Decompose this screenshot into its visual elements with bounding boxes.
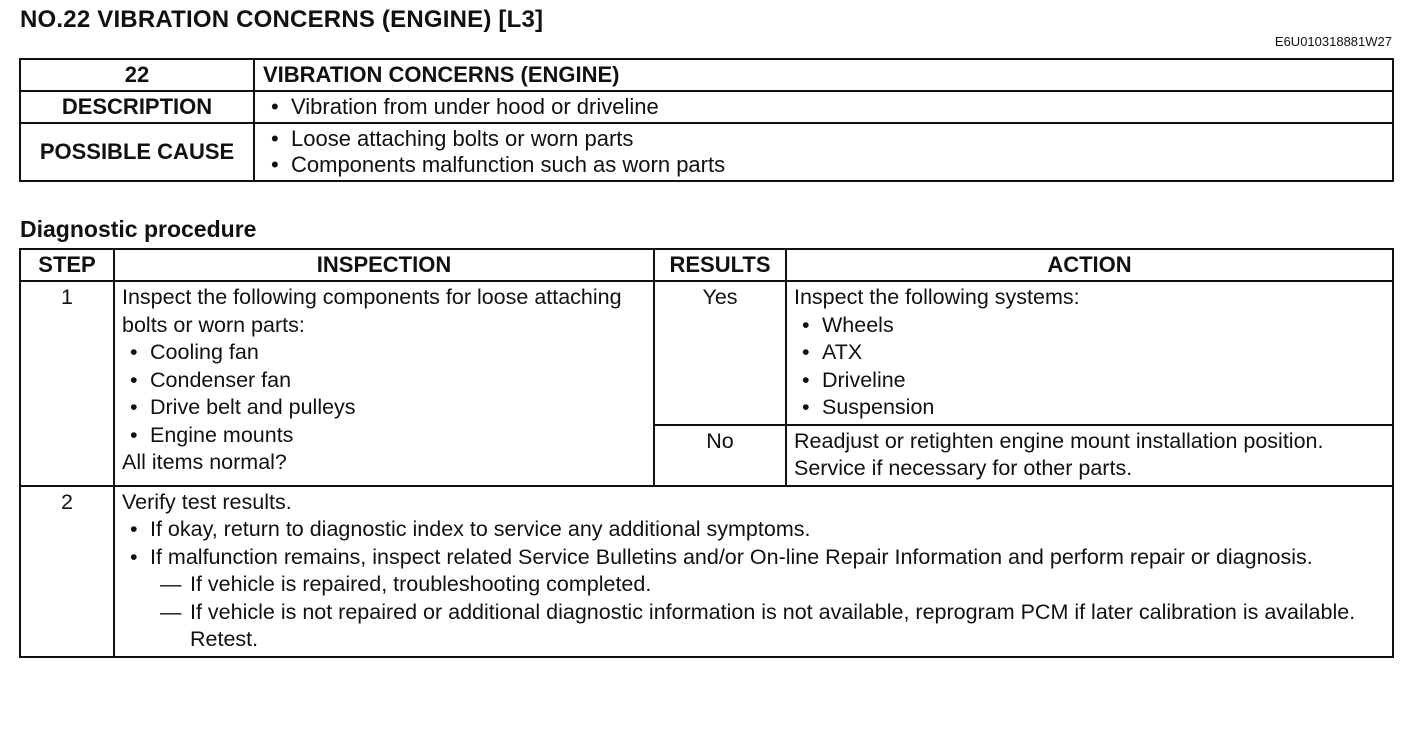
step1-action-no — [786, 425, 1393, 486]
summary-table — [19, 58, 1394, 182]
step1-inspection-list — [122, 339, 646, 449]
description-row — [20, 91, 1393, 123]
diagnostic-procedure-table — [19, 248, 1394, 658]
yes-action-list — [794, 312, 1385, 422]
description-list — [263, 94, 1384, 120]
step1-action-yes — [786, 281, 1393, 425]
symptom-heading: VIBRATION CONCERNS (ENGINE) — [254, 59, 1393, 91]
possible-cause-cell — [254, 123, 1393, 181]
procedure-header-row — [20, 249, 1393, 281]
description-cell — [254, 91, 1393, 123]
step2-bullet: • If malfunction remains, inspect related Service Bulletins and/or On-line Repair Information and perform repair or diagnosis. — [122, 544, 1385, 572]
step1-yes-row — [20, 281, 1393, 425]
section-title: Diagnostic procedure — [20, 216, 257, 242]
possible-cause-row — [20, 123, 1393, 181]
step1-result-yes: Yes — [654, 281, 786, 425]
step2-intro: Verify test results. — [122, 489, 292, 514]
possible-cause-item: • Components malfunction such as worn parts — [263, 152, 1384, 178]
action-item: • Suspension — [794, 394, 1385, 422]
step2-dash-list — [122, 571, 1385, 654]
action-item: • Driveline — [794, 367, 1385, 395]
step1-inspection — [114, 281, 654, 486]
step2-bullet: • If okay, return to diagnostic index to service any additional symptoms. — [122, 516, 1385, 544]
action-item: • ATX — [794, 339, 1385, 367]
inspection-item: • Condenser fan — [122, 367, 646, 395]
summary-header-row — [20, 59, 1393, 91]
header-results: RESULTS — [654, 249, 786, 281]
description-item: • Vibration from under hood or driveline — [263, 94, 1384, 120]
inspection-item: • Cooling fan — [122, 339, 646, 367]
description-label: DESCRIPTION — [20, 91, 254, 123]
document-code: E6U010318881W27 — [1274, 34, 1392, 49]
possible-cause-item: • Loose attaching bolts or worn parts — [263, 126, 1384, 152]
no-action-line: Service if necessary for other parts. — [794, 456, 1133, 480]
inspection-item: • Engine mounts — [122, 422, 646, 450]
yes-action-intro: Inspect the following systems: — [794, 285, 1080, 309]
possible-cause-label: POSSIBLE CAUSE — [20, 123, 254, 181]
step2-content — [114, 486, 1393, 657]
step2-row — [20, 486, 1393, 657]
possible-cause-list — [263, 126, 1384, 178]
step2-bullet-list — [122, 516, 1385, 571]
step2-dash-item: — If vehicle is not repaired or additional diagnostic information is not available, reprogram PCM if later calibration is available. Retest. — [160, 599, 1385, 654]
header-step: STEP — [20, 249, 114, 281]
step2-number: 2 — [20, 486, 114, 657]
step2-dash-item: — If vehicle is repaired, troubleshooting completed. — [160, 571, 1385, 599]
inspection-item: • Drive belt and pulleys — [122, 394, 646, 422]
step1-result-no: No — [654, 425, 786, 486]
symptom-number: 22 — [20, 59, 254, 91]
step1-inspection-question: All items normal? — [122, 450, 287, 474]
page-title: NO.22 VIBRATION CONCERNS (ENGINE) [L3] — [20, 6, 544, 33]
step1-inspection-intro: Inspect the following components for loose attaching bolts or worn parts: — [122, 285, 622, 337]
header-action: ACTION — [786, 249, 1393, 281]
no-action-line: Readjust or retighten engine mount installation position. — [794, 428, 1324, 453]
action-item: • Wheels — [794, 312, 1385, 340]
step1-number: 1 — [20, 281, 114, 486]
header-inspection: INSPECTION — [114, 249, 654, 281]
